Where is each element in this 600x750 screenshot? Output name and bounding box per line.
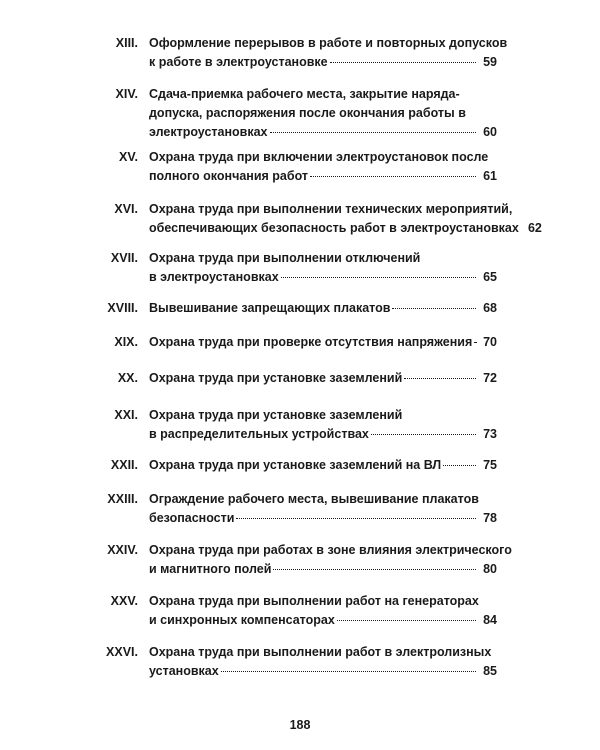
toc-entry-page: 73 — [483, 427, 497, 441]
toc-entry-last-line — [149, 560, 497, 579]
toc-entry-title-line: Охрана труда при выполнении технических мероприятий, — [149, 202, 513, 216]
toc-entry-title — [149, 249, 497, 287]
dot-leader — [310, 176, 476, 177]
toc-entry-title — [149, 85, 497, 142]
toc-entry-page: 59 — [483, 55, 497, 69]
toc-entry-title — [149, 456, 497, 475]
toc-entry-number: XIX. — [114, 335, 138, 349]
toc-entry-number: XIII. — [115, 36, 138, 50]
toc-entry-number: XVI. — [114, 202, 138, 216]
toc-entry-last-line — [149, 299, 497, 318]
toc-entry-page: 65 — [483, 270, 497, 284]
toc-entry-title-line: полного окончания работ — [149, 169, 309, 183]
toc-entry-last-line — [149, 268, 497, 287]
toc-entry-last-line — [149, 611, 497, 630]
dot-leader — [281, 277, 476, 278]
toc-entry-title — [149, 333, 497, 352]
toc-entry-title-line: и магнитного полей — [149, 562, 272, 576]
toc-entry-number: XX. — [117, 371, 138, 385]
dot-leader — [443, 465, 476, 466]
dot-leader — [371, 434, 476, 435]
toc-entry-number: XXIII. — [107, 492, 138, 506]
toc-entry-title — [149, 148, 497, 186]
toc-entry-title-line: и синхронных компенсаторах — [149, 613, 335, 627]
toc-entry-title-line: Охрана труда при проверке отсутствия напряжения — [149, 335, 473, 349]
toc-entry-title-line: в электроустановках — [149, 270, 279, 284]
toc-entry-last-line — [149, 662, 497, 681]
toc-entry-number: XXV. — [110, 594, 138, 608]
dot-leader — [474, 342, 476, 343]
dot-leader — [392, 308, 476, 309]
toc-entry-last-line — [149, 456, 497, 475]
toc-entry-page: 68 — [483, 301, 497, 315]
toc-entry-title-line: Охрана труда при выполнении работ на генераторах — [149, 594, 479, 608]
toc-entry-page: 70 — [483, 335, 497, 349]
toc-entry-page: 72 — [483, 371, 497, 385]
toc-entry-title-line: Охрана труда при работах в зоне влияния электрического — [149, 543, 512, 557]
toc-entry-last-line — [149, 509, 497, 528]
toc-entry-number: XXIV. — [107, 543, 138, 557]
toc-entry-page: 61 — [483, 169, 497, 183]
toc-entry-title-line: Оформление перерывов в работе и повторных допусков — [149, 36, 508, 50]
toc-entry-number: XV. — [118, 150, 138, 164]
toc-entry-page: 84 — [483, 613, 497, 627]
toc-entry-title — [149, 299, 497, 318]
toc-entry-last-line — [149, 425, 497, 444]
toc-entry-title — [149, 406, 497, 444]
toc-entry-title — [149, 490, 497, 528]
toc-entry-title-line: безопасности — [149, 511, 235, 525]
toc-entry-number: XVIII. — [107, 301, 138, 315]
toc-entry-title-line: Охрана труда при установке заземлений на ВЛ — [149, 458, 442, 472]
toc-entry-title-line: Охрана труда при выполнении работ в электролизных — [149, 645, 492, 659]
toc-entry-number: XXII. — [110, 458, 138, 472]
toc-entry-title — [149, 592, 497, 630]
toc-entry-title-line: Охрана труда при установке заземлений — [149, 408, 403, 422]
toc-entry-page: 78 — [483, 511, 497, 525]
toc-entry-number: XXVI. — [106, 645, 138, 659]
toc-entry-title — [149, 643, 497, 681]
toc-entry-title-line: Сдача-приемка рабочего места, закрытие наряда- — [149, 87, 460, 101]
toc-entry-title — [149, 34, 508, 72]
toc-entry-number: XIV. — [115, 87, 138, 101]
toc-entry-page: 85 — [483, 664, 497, 678]
toc-entry-title-line: установках — [149, 664, 219, 678]
dot-leader — [273, 569, 476, 570]
toc-entry-last-line — [149, 369, 497, 388]
toc-entry-page: 75 — [483, 458, 497, 472]
toc-entry-number: XVII. — [110, 251, 138, 265]
toc-entry-title — [149, 541, 512, 579]
toc-entry-title-line: электроустановках — [149, 125, 268, 139]
toc-entry-last-line — [149, 123, 497, 142]
toc-entry-title-line: Охрана труда при выполнении отключений — [149, 251, 421, 265]
toc-entry-title — [149, 200, 542, 238]
toc-entry-page: 60 — [483, 125, 497, 139]
toc-entry-title-line: к работе в электроустановке — [149, 55, 328, 69]
toc-entry-title-line: обеспечивающих безопасность работ в электроустановках — [149, 221, 519, 235]
toc-entry-number: XXI. — [114, 408, 138, 422]
dot-leader — [236, 518, 476, 519]
toc-entry-last-line — [149, 333, 497, 352]
dot-leader — [404, 378, 476, 379]
toc-entry-last-line — [149, 167, 497, 186]
toc-entry-title-line: Охрана труда при включении электроустановок после — [149, 150, 489, 164]
toc-entry-title — [149, 369, 497, 388]
dot-leader — [221, 671, 476, 672]
toc-entry-last-line — [149, 53, 497, 72]
toc-entry-page: 80 — [483, 562, 497, 576]
dot-leader — [330, 62, 476, 63]
toc-entry-title-line: Охрана труда при установке заземлений — [149, 371, 403, 385]
page-number: 188 — [289, 718, 311, 732]
toc-entry-title-line: допуска, распоряжения после окончания работы в — [149, 106, 466, 120]
dot-leader — [270, 132, 477, 133]
toc-entry-page: 62 — [527, 221, 542, 235]
dot-leader — [337, 620, 476, 621]
toc-entry-last-line — [149, 219, 542, 238]
toc-entry-title-line: в распределительных устройствах — [149, 427, 369, 441]
toc-entry-title-line: Вывешивание запрещающих плакатов — [149, 301, 391, 315]
toc-entry-title-line: Ограждение рабочего места, вывешивание плакатов — [149, 492, 479, 506]
